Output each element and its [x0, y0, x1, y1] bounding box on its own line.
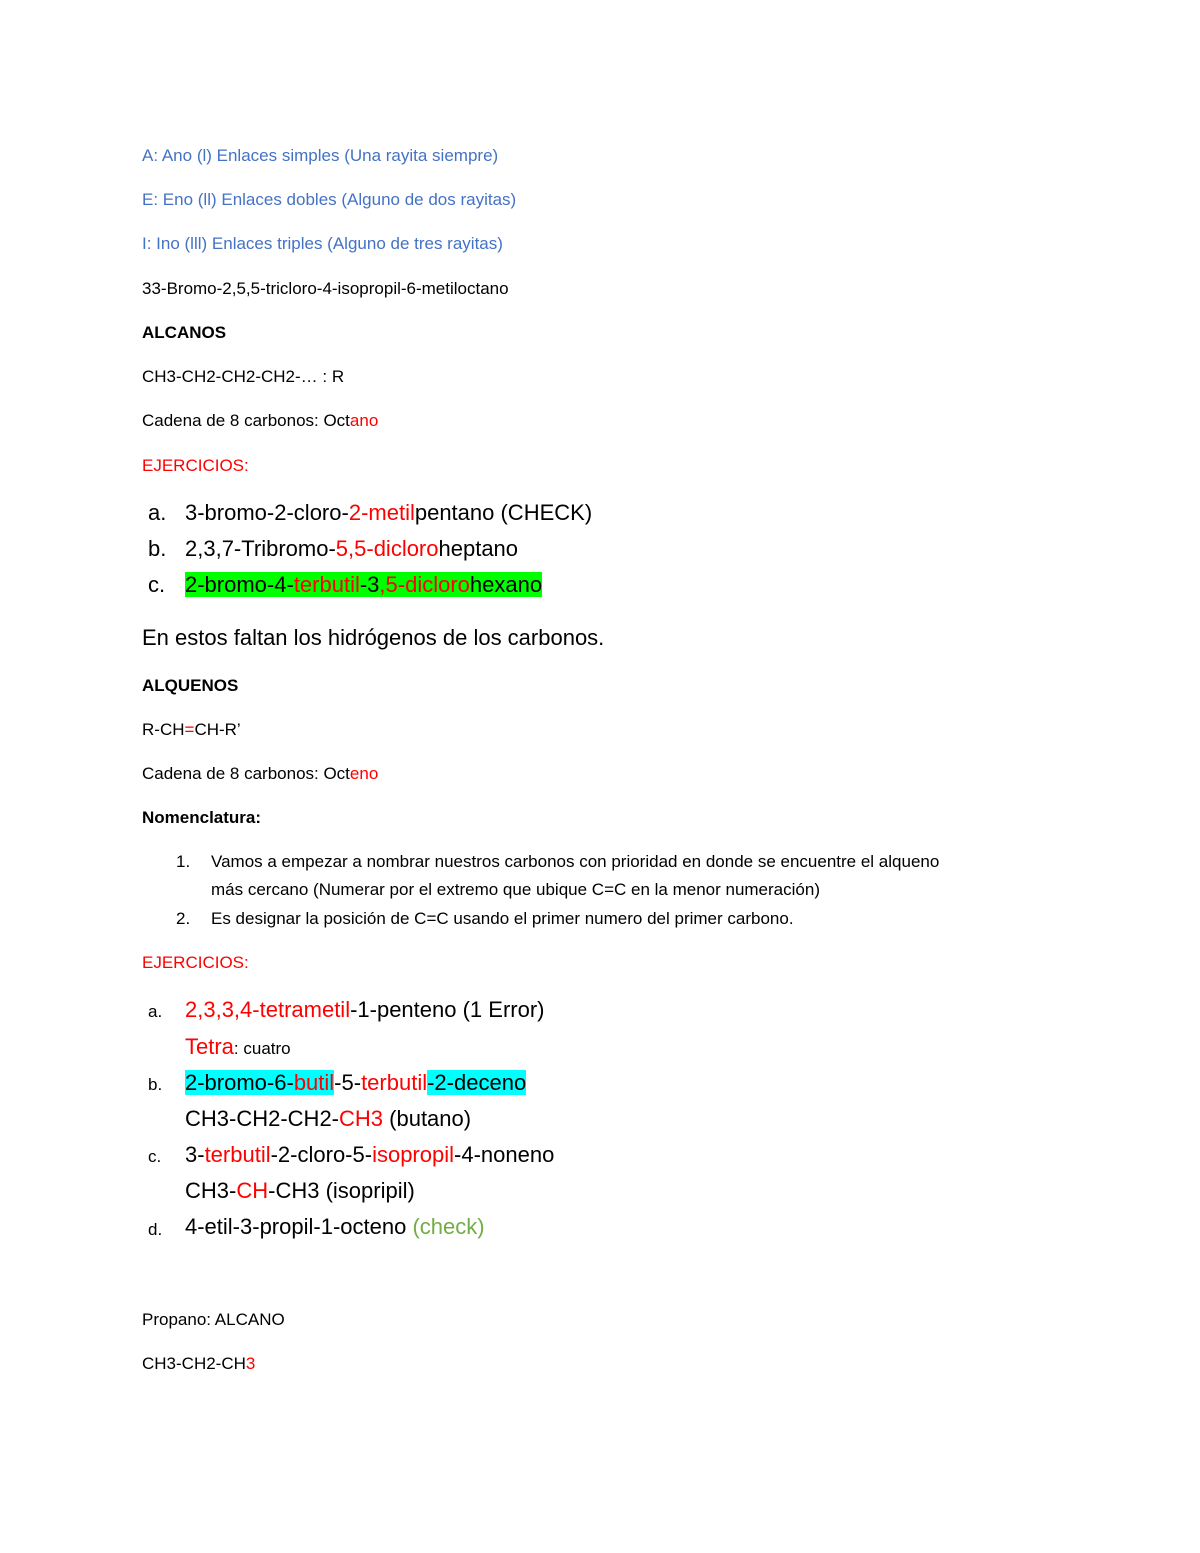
exercise-part: -1-penteno (1 Error) [350, 997, 545, 1022]
exercise-part-highlight: 5,5-dicloro [335, 536, 439, 561]
exercise-part-highlight: terbutil [293, 572, 360, 597]
propano-label: Propano: ALCANO [142, 1310, 285, 1329]
alcanos-exercises-heading: EJERCICIOS: [142, 456, 249, 475]
exercise-part: heptano [438, 536, 519, 561]
alquenos-exercise-c-note [185, 1177, 415, 1205]
alcanos-note: En estos faltan los hidrógenos de los carbonos. [142, 625, 605, 650]
alcanos-exercise-marker: b. [148, 536, 167, 561]
propano-formula [142, 1353, 255, 1375]
exercise-part: -3 [359, 572, 380, 597]
exercise-part-highlight: isopropil [372, 1142, 455, 1167]
alquenos-exercises-heading: EJERCICIOS: [142, 953, 249, 972]
example-name: 33-Bromo-2,5,5-tricloro-4-isopropil-6-metiloctano [142, 279, 509, 298]
formula-part: (butano) [383, 1106, 472, 1131]
formula-part: CH3-CH2-CH [142, 1354, 246, 1373]
exercise-part: 3-bromo-2-cloro- [185, 500, 349, 525]
exercise-part: -5- [334, 1070, 362, 1095]
alquenos-exercise-c [185, 1141, 554, 1169]
exercise-part-highlight: 2,3,3,4-tetrametil [185, 997, 351, 1022]
alcanos-exercise-c [185, 571, 542, 599]
alquenos-formula [142, 719, 241, 741]
exercise-part-highlight: ,5-dicloro [379, 572, 470, 597]
rule-2-line-1: Es designar la posición de C=C usando el primer numero del primer carbono. [211, 909, 794, 928]
alquenos-exercise-a [185, 996, 545, 1024]
rule-1-line-2: más cercano (Numerar por el extremo que ubique C=C en la menor numeración) [211, 880, 820, 899]
exercise-part: -4-noneno [454, 1142, 555, 1167]
exercise-part: 3- [185, 1142, 205, 1167]
exercise-part: hexano [469, 572, 543, 597]
rule-marker: 1. [176, 852, 191, 871]
rule-1-line-1: Vamos a empezar a nombrar nuestros carbonos con prioridad en donde se encuentre el alqueno [211, 852, 940, 871]
intro-line-a: A: Ano (l) Enlaces simples (Una rayita siempre) [142, 146, 499, 165]
rule-marker: 2. [176, 909, 191, 928]
intro-line-i: I: Ino (lll) Enlaces triples (Alguno de tres rayitas) [142, 234, 503, 253]
formula-part: R-CH [142, 720, 185, 739]
alquenos-exercise-marker: d. [148, 1220, 163, 1239]
formula-part-highlight: 3 [245, 1354, 256, 1373]
formula-part: -CH3 (isopripil) [268, 1178, 415, 1203]
double-bond-symbol: = [184, 720, 195, 739]
exercise-part-highlight: butil [293, 1070, 335, 1095]
highlighted-answer [185, 572, 542, 597]
alquenos-exercise-a-note [185, 1033, 291, 1063]
alquenos-exercise-marker: b. [148, 1075, 163, 1094]
exercise-part-highlight: 2-metil [348, 500, 415, 525]
alquenos-exercise-marker: a. [148, 1002, 163, 1021]
exercise-part: 2-bromo-6- [185, 1070, 294, 1095]
alcanos-chain-suffix: ano [349, 411, 379, 430]
exercise-part-highlight: terbutil [361, 1070, 428, 1095]
alquenos-heading: ALQUENOS [142, 676, 239, 695]
alcanos-formula: CH3-CH2-CH2-CH2-… : R [142, 367, 345, 386]
note-definition: : cuatro [233, 1039, 291, 1058]
highlighted-answer: -2-deceno [427, 1070, 527, 1095]
exercise-part: -2-cloro-5- [270, 1142, 373, 1167]
alquenos-exercise-b-note [185, 1105, 471, 1133]
alquenos-chain-prefix: Cadena de 8 carbonos: Oct [142, 764, 350, 783]
exercise-part: pentano (CHECK) [414, 500, 593, 525]
formula-part-highlight: CH [236, 1178, 269, 1203]
alquenos-chain-suffix: eno [349, 764, 379, 783]
exercise-part: 4-etil-3-propil-1-octeno [185, 1214, 413, 1239]
alcanos-heading: ALCANOS [142, 323, 227, 342]
formula-part: CH-R’ [194, 720, 241, 739]
alcanos-chain-prefix: Cadena de 8 carbonos: Oct [142, 411, 350, 430]
alquenos-chain [142, 763, 378, 785]
exercise-part-highlight: terbutil [204, 1142, 271, 1167]
alcanos-exercise-b [185, 535, 518, 563]
check-mark-text: (check) [412, 1214, 485, 1239]
alcanos-exercise-marker: c. [148, 572, 166, 597]
intro-line-e: E: Eno (ll) Enlaces dobles (Alguno de dos rayitas) [142, 190, 517, 209]
exercise-part: 2-bromo-4- [185, 572, 294, 597]
formula-part: CH3-CH2-CH2- [185, 1106, 340, 1131]
formula-part-highlight: CH3 [339, 1106, 384, 1131]
highlighted-answer [185, 1070, 334, 1095]
alcanos-chain [142, 410, 378, 432]
alcanos-exercise-a [185, 499, 592, 527]
alcanos-exercise-marker: a. [148, 500, 167, 525]
nomenclature-heading: Nomenclatura: [142, 808, 262, 827]
alquenos-exercise-marker: c. [148, 1147, 162, 1166]
alquenos-exercise-b [185, 1069, 526, 1097]
note-term: Tetra [185, 1034, 234, 1059]
exercise-part: 2,3,7-Tribromo- [185, 536, 336, 561]
alquenos-exercise-d [185, 1213, 485, 1241]
formula-part: CH3- [185, 1178, 237, 1203]
